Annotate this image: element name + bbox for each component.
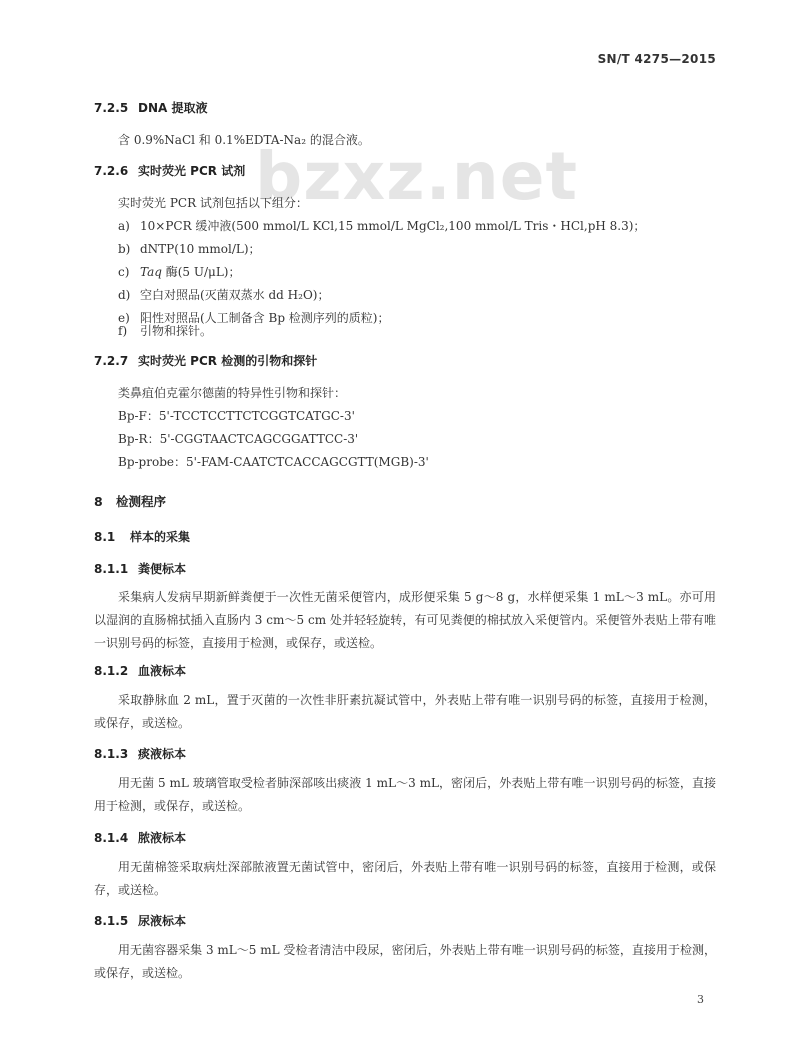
section-number: 8.1.1: [94, 562, 129, 576]
section-8-1-5-heading: [94, 912, 186, 929]
watermark: bzxz.net: [255, 138, 579, 215]
chapter-8-heading: [94, 492, 166, 510]
section-7-2-5-heading: [94, 99, 207, 116]
item-label: a): [118, 219, 130, 233]
item-label: e): [118, 311, 130, 325]
reagent-item: [118, 217, 645, 234]
item-label: f): [118, 324, 128, 338]
blood-sample-paragraph: 采取静脉血 2 mL，置于灭菌的一次性非肝素抗凝试管中，外表贴上带有唯一识别号码的标签，直接用于检测，或保存，或送检。: [94, 693, 716, 730]
primer-line: 类鼻疽伯克霍尔德菌的特异性引物和探针：: [118, 386, 347, 400]
primer-line: Bp-R：5'-CGGTAACTCAGCGGATTCC-3': [118, 432, 359, 446]
item-text: dNTP(10 mmol/L)；: [140, 242, 261, 256]
item-text: 酶(5 U/μL)；: [161, 265, 241, 279]
item-text-italic: Taq: [140, 265, 162, 279]
reagent-item: [118, 263, 240, 280]
section-number: 8.1.4: [94, 831, 129, 845]
section-number: 8.1.5: [94, 914, 129, 928]
section-number: 7.2.7: [94, 354, 129, 368]
chapter-title: 检测程序: [116, 494, 167, 509]
item-text: 10×PCR 缓冲液(500 mmol/L KCl,15 mmol/L MgCl₂,100 mmol/L Tris・HCl,pH 8.3)；: [140, 219, 646, 233]
section-title: 脓液标本: [138, 831, 187, 845]
pus-sample-paragraph: 用无菌棉签采取病灶深部脓液置无菌试管中，密闭后，外表贴上带有唯一识别号码的标签，直接用于检测，或保存，或送检。: [94, 860, 716, 897]
section-title: 血液标本: [138, 664, 187, 678]
item-text: 引物和探针。: [140, 324, 213, 338]
section-number: 7.2.6: [94, 164, 129, 178]
section-title: 样本的采集: [130, 530, 191, 544]
urine-sample-paragraph: 用无菌容器采集 3 mL～5 mL 受检者清洁中段尿，密闭后，外表贴上带有唯一识别号码的标签，直接用于检测，或保存，或送检。: [94, 943, 716, 980]
chapter-number: 8: [94, 494, 103, 509]
section-title: 痰液标本: [138, 747, 187, 761]
page-number: 3: [697, 993, 704, 1006]
section-8-1-heading: [94, 528, 190, 545]
section-number: 8.1.2: [94, 664, 129, 678]
section-8-1-2-heading: [94, 662, 186, 679]
item-label: c): [118, 265, 130, 279]
standard-code: SN/T 4275—2015: [597, 52, 716, 66]
item-label: b): [118, 242, 131, 256]
section-title: 实时荧光 PCR 试剂: [138, 164, 246, 178]
primer-line: Bp-probe：5'-FAM-CAATCTCACCAGCGTT(MGB)-3': [118, 455, 429, 469]
primer-line: Bp-F：5'-TCCTCCTTCTCGGTCATGC-3': [118, 409, 355, 423]
reagent-item: [118, 286, 329, 303]
section-number: 7.2.5: [94, 101, 129, 115]
reagent-item: [118, 240, 261, 257]
section-8-1-4-heading: [94, 829, 186, 846]
section-title: 粪便标本: [138, 562, 187, 576]
item-text: 空白对照品(灭菌双蒸水 dd H₂O)；: [140, 288, 330, 302]
stool-sample-paragraph: 采集病人发病早期新鲜粪便于一次性无菌采便管内，成形便采集 5 g～8 g，水样便采集 1 mL～3 mL。亦可用以湿润的直肠棉拭插入直肠内 3 cm～5 cm 处并轻轻旋转，有可见粪便的棉拭放入采便管内。采便管外表贴上带有唯一识别号码的标签，直接用于检测，或保存，或送检。: [94, 590, 716, 650]
section-number: 8.1.3: [94, 747, 129, 761]
section-title: 尿液标本: [138, 914, 187, 928]
sputum-sample-paragraph: 用无菌 5 mL 玻璃管取受检者肺深部咳出痰液 1 mL～3 mL，密闭后，外表贴上带有唯一识别号码的标签，直接用于检测，或保存，或送检。: [94, 776, 716, 813]
item-label: d): [118, 288, 131, 302]
section-number: 8.1: [94, 530, 116, 544]
section-7-2-6-heading: [94, 162, 245, 179]
item-text: 阳性对照品(人工制备含 Bp 检测序列的质粒)；: [140, 311, 390, 325]
section-8-1-1-heading: [94, 560, 186, 577]
section-title: DNA 提取液: [138, 101, 208, 115]
section-title: 实时荧光 PCR 检测的引物和探针: [138, 354, 318, 368]
section-8-1-3-heading: [94, 745, 186, 762]
reagent-intro: 实时荧光 PCR 试剂包括以下组分：: [118, 196, 308, 210]
section-7-2-5-body: 含 0.9%NaCl 和 0.1%EDTA-Na₂ 的混合液。: [118, 133, 370, 147]
section-7-2-7-heading: [94, 352, 317, 369]
reagent-item: [118, 322, 212, 339]
